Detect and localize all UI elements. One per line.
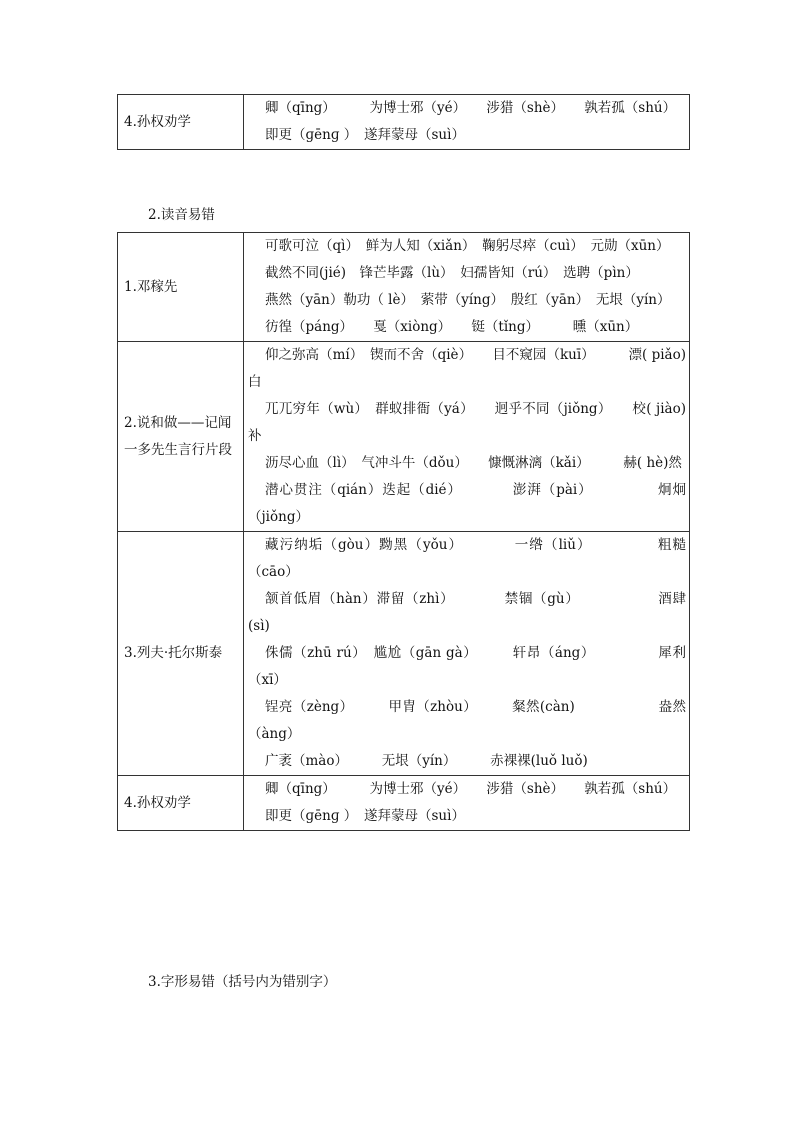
word-line: 截然不同(jié) 锋芒毕露（lù） 妇孺皆知（rú） 选聘（pìn） (265, 265, 639, 281)
lesson-title: 4.孙权劝学 (118, 95, 244, 150)
word-list (244, 342, 690, 532)
word-list (244, 95, 690, 150)
section-heading-reading: 2.读音易错 (148, 207, 215, 223)
lesson-title: 3.列夫·托尔斯泰 (118, 532, 244, 776)
top-table (117, 94, 690, 150)
word-line: 潜心贯注（qián）迭起（dié） 澎湃（pài） 炯炯（jiǒng） (248, 482, 686, 525)
word-line: 可歌可泣（qì） 鲜为人知（xiǎn） 鞠躬尽瘁（cuì） 元勋（xūn） (265, 238, 670, 254)
word-list (244, 532, 690, 776)
word-line: 即更（ɡēnɡ ） 遂拜蒙母（suì） (265, 127, 465, 143)
word-line: 仰之弥高（mí） 锲而不舍（qiè） 目不窥园（kuī） 漂( piǎo)白 (248, 347, 686, 390)
table-row (118, 342, 690, 532)
word-line: 兀兀穷年（wù） 群蚁排衙（yá） 迥乎不同（jiǒng） 校( jiào)补 (248, 401, 686, 444)
word-line: 彷徨（páng） 戛（xiòng） 铤（tǐng） 曛（xūn） (265, 319, 639, 335)
word-line: 即更（ɡēnɡ ） 遂拜蒙母（suì） (265, 808, 465, 824)
word-line: 锃亮（zèng） 甲胄（zhòu） 粲然(càn) 盎然（àng） (248, 699, 686, 742)
table-row (118, 95, 690, 150)
word-list (244, 233, 690, 342)
word-line: 沥尽心血（lì） 气冲斗牛（dǒu） 慷慨淋漓（kǎi） 赫( hè)然 (265, 455, 682, 471)
word-line: 藏污纳垢（gòu）黝黑（yǒu） 一绺（liǔ） 粗糙（cāo） (248, 537, 686, 580)
table-row (118, 776, 690, 831)
word-line: 卿（qīng） 为博士邪（yé） 涉猎（shè） 孰若孤（shú） (265, 781, 677, 797)
word-list (244, 776, 690, 831)
reading-table (117, 232, 690, 831)
word-line: 侏儒（zhū rú） 尴尬（gān gà） 轩昂（áng） 犀利（xī） (248, 645, 686, 688)
table-row (118, 233, 690, 342)
table-row (118, 532, 690, 776)
lesson-title: 2.说和做——记闻一多先生言行片段 (118, 342, 244, 532)
word-line: 颔首低眉（hàn）滞留（zhì） 禁锢（gù） 酒肆(sì) (248, 591, 686, 634)
lesson-title: 1.邓稼先 (118, 233, 244, 342)
word-line: 卿（qīng） 为博士邪（yé） 涉猎（shè） 孰若孤（shú） (265, 100, 677, 116)
word-line: 燕然（yān）勒功（ lè） 萦带（yíng） 殷红（yān） 无垠（yín） (265, 292, 671, 308)
word-line: 广袤（mào） 无垠（yín） 赤裸裸(luǒ luǒ) (265, 753, 588, 769)
lesson-title: 4.孙权劝学 (118, 776, 244, 831)
section-heading-spelling: 3.字形易错（括号内为错别字） (148, 974, 337, 990)
